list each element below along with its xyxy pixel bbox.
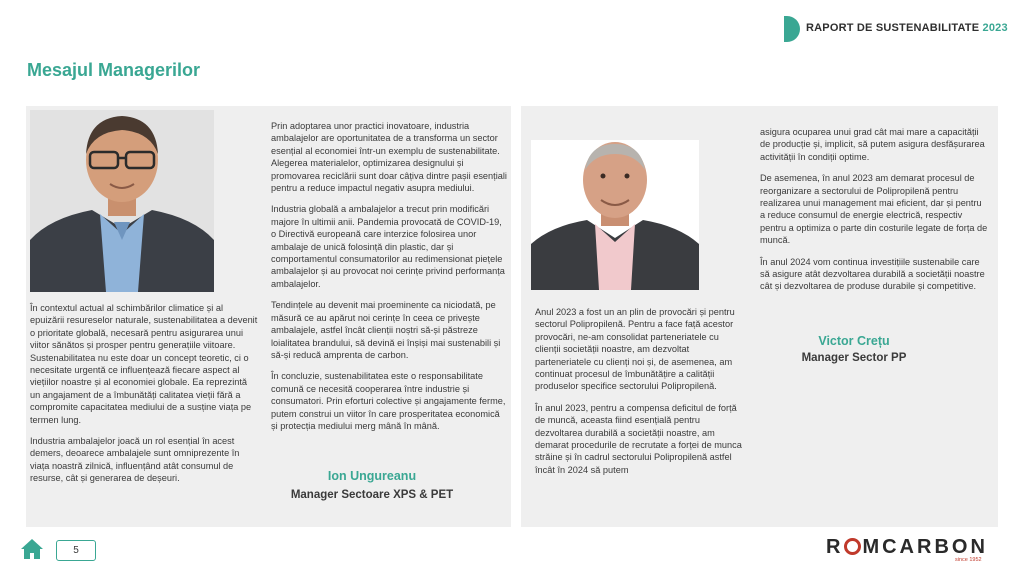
page-title: Mesajul Managerilor xyxy=(27,60,201,80)
logo-text-left: R xyxy=(826,536,844,558)
signature-name: Victor Crețu xyxy=(818,334,890,348)
report-header-label: RAPORT DE SUSTENABILITATE xyxy=(806,22,980,34)
logo-o-mark xyxy=(844,538,861,555)
paragraph: În anul 2024 vom continua investițiile sustenabile care să asigure atât dezvoltarea durabilă a societății noastre cât și dezvoltarea de produse durabile și competitive. xyxy=(760,256,985,292)
paragraph: Anul 2023 a fost un an plin de provocări și pentru sectorul Polipropilenă. Pentru a face față acestor provocări, ne-am consolidat parteneriatele cu clienții societății noastre, am dezvoltat parteneriatele cu clienți noi și, de asemenea, am continuat procesul de îmbunătățire a calității produselor specifice sectorului Polipropilenă. xyxy=(535,307,735,392)
paragraph: În anul 2023, pentru a compensa deficitul de forță de muncă, aceasta fiind esențială pentru dezvoltarea durabilă a societății noastre, am demarat procedurile de recrutate a forței de munca străine și în cadrul sectorului Polipropilenă astfel încât în 2024 să putem xyxy=(535,402,742,475)
manager-message-1-column-1 xyxy=(30,302,258,494)
manager-message-panel-2 xyxy=(521,106,998,527)
paragraph: Industria globală a ambalajelor a trecut prin modificări majore în ultimii anii. Pandemia provocată de COVID-19, o Directivă europeană care interzice folosirea unor ambalaje de unică folosință din plastic, dar și comportamentul consumatorilor au redimensionat piețele ambalajelor și au provocat noi cerințe privind performanța ambalajelor. xyxy=(271,204,505,289)
page-number: 5 xyxy=(56,540,96,561)
report-header-mark xyxy=(784,16,800,42)
paragraph: În contextul actual al schimbărilor climatice și al epuizării resureselor naturale, sustenabilitatea a devenit o prioritate globală, necesară pentru asigurarea unui viitor sănătos și prosper pentru generațiile viitoare. Sustenabilitatea nu este doar un concept teoretic, ci o necesitate urgentă ce influențează fiecare aspect al viețiilor noastre și al economiei globale. Ea reprezintă un angajament de a îmbunătăți calitatea vieții fără a compromite capacitatea mediului de a susține viața pe termen lung. xyxy=(30,303,258,425)
paragraph: Prin adoptarea unor practici inovatoare, industria ambalajelor are oportunitatea de a transforma un sector esențial al economiei într-un exemplu de sustenabilitate. Alegerea materialelor, optimizarea designului și promovarea reciclării sunt doar câțiva dintre pașii esențiali pentru a reduce impactul negativ asupra mediului. xyxy=(271,121,507,194)
home-icon[interactable] xyxy=(20,538,44,560)
paragraph: În concluzie, sustenabilitatea este o responsabilitate comună ce necesită cooperarea între industrie și consumatori. Prin eforturi colective și angajamente ferme, putem construi un viitor în care prosperitatea economică și protecția mediului merg mână în mână. xyxy=(271,371,506,431)
signature-role: Manager Sector PP xyxy=(801,352,907,364)
manager-message-1-column-2 xyxy=(271,120,507,441)
paragraph: De asemenea, în anul 2023 am demarat procesul de reorganizare a sectorului de Polipropilenă pentru realizarea unui management mai eficient, dar și pentru a reduce consumul de energie electrică, respectiv pentru a optimiza o parte din costurile legate de forța de muncă. xyxy=(760,173,988,246)
manager-photo-victor-cretu xyxy=(531,140,699,290)
manager-photo-ion-ungureanu xyxy=(30,110,214,292)
paragraph: Tendințele au devenit mai proeminente ca niciodată, pe măsură ce au apărut noi cerințe în ceea ce privește ambalajele, astfel încât clienții noștri să-și păstreze loialitatea brandului, să devină ei înșiși mai sustenabili și să-și reducă amprenta de carbon. xyxy=(271,300,501,360)
paragraph: Industria ambalajelor joacă un rol esențial în acest demers, deoarece ambalajele sunt omniprezente în viața noastră zilnică, influențând atât consumul de resurse, cât și generarea de deșeuri. xyxy=(30,436,240,484)
manager-message-2-column-2 xyxy=(760,126,988,302)
signature-role: Manager Sectoare XPS & PET xyxy=(290,489,454,501)
report-header-year: 2023 xyxy=(982,22,1008,34)
logo-since: since 1952 xyxy=(955,557,982,563)
manager-message-panel-1 xyxy=(26,106,511,527)
report-header-title xyxy=(806,22,1008,34)
paragraph: asigura ocuparea unui grad cât mai mare a capacității de producție și, implicit, să putem asigura desfășurarea activității în condiții optime. xyxy=(760,127,985,162)
logo-text-right: MCARBON xyxy=(862,536,988,558)
signature-name: Ion Ungureanu xyxy=(327,469,417,483)
company-logo xyxy=(826,536,988,559)
manager-message-2-column-1 xyxy=(535,306,745,485)
